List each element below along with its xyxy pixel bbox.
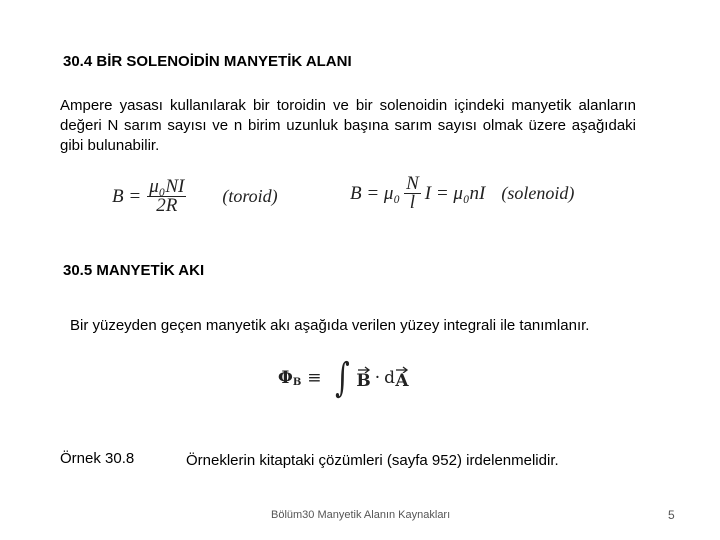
formula-flux-subscript: B [292, 377, 302, 388]
formula-solenoid [350, 175, 574, 212]
formula-toroid-fraction [147, 178, 186, 215]
formula-toroid-label: (toroid) [222, 186, 278, 206]
formula-flux-vector-a [395, 366, 409, 390]
formula-solenoid-denominator: l [409, 192, 416, 213]
formula-flux-equiv: ≡ [307, 368, 322, 388]
footer-page-number: 5 [668, 508, 675, 522]
formula-flux-vector-b [356, 366, 370, 390]
formula-flux [278, 350, 409, 406]
formula-toroid-lhs: B = [112, 185, 142, 207]
formula-flux-phi: Φ [278, 368, 293, 388]
formula-toroid-denominator: 2R [156, 195, 178, 216]
section-paragraph-flux: Bir yüzeyden geçen manyetik akı aşağıda verilen yüzey integrali ile tanımlanır. [70, 317, 590, 334]
formula-solenoid-label: (solenoid) [501, 183, 575, 203]
formula-toroid [112, 178, 278, 215]
formula-solenoid-numerator: N [406, 173, 419, 194]
formula-flux-b: B [356, 371, 371, 391]
formula-toroid-numerator: μ₀NI [149, 176, 185, 197]
section-paragraph-ampere: Ampere yasası kullanılarak bir toroidin ve bir solenoidin içindeki manyetik alanların değeri N sarım sayısı ve n birim uzunluk başına sarım sayısı olmak üzere aşağıdaki gibi bulunabilir. [60, 97, 636, 154]
example-text: Örneklerin kitaptaki çözümleri (sayfa 952) irdelenmelidir. [186, 452, 559, 469]
formula-flux-a: A [395, 371, 409, 391]
formula-solenoid-lhs: B = μ₀ [350, 182, 401, 204]
example-label: Örnek 30.8 [60, 450, 135, 467]
section-heading-30-4: 30.4 BİR SOLENOİDİN MANYETİK ALANI [63, 53, 352, 70]
formula-flux-d: d [384, 368, 396, 388]
footer-chapter-title: Bölüm30 Manyetik Alanın Kaynakları [271, 509, 451, 521]
formula-flux-integral: ∫ [334, 355, 350, 401]
formula-flux-dot: · [374, 368, 381, 388]
formula-solenoid-rhs: I = μ₀nI [424, 182, 486, 204]
formula-solenoid-fraction [404, 175, 421, 212]
section-heading-30-5: 30.5 MANYETİK AKI [63, 262, 205, 279]
